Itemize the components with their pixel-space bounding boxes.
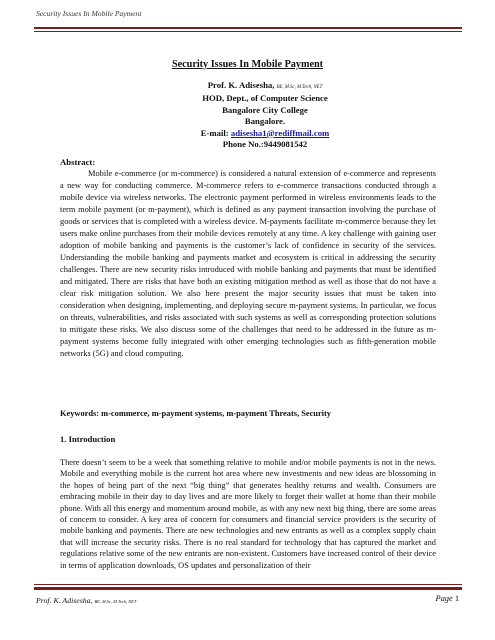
email-link[interactable]: adisesha1@rediffmail.com xyxy=(230,127,330,138)
footer-rule-thick xyxy=(34,587,462,590)
author-block xyxy=(150,80,380,150)
phone-line: Phone No.:9449081542 xyxy=(222,139,308,150)
running-header: Security Issues In Mobile Payment xyxy=(36,9,142,18)
abstract-text: Mobile e-commerce (or m-commerce) is considered a natural extension of e-commerce and represents a new way for conducting commerce. M-commerce refers to e-commerce transactions conducted through a mobile device via wireless networks. The electronic payment performed in wireless environments leads to the term mobile payment (or m-payment), which is defined as any payment transaction involving the purchase of goods or services that is completed with a wireless device. M-payments facilitate m-commerce because they let users make online purchases from their mobile devices remotely at any time. A key challenge with gaining user adoption of mobile banking and payments is the customer’s lack of confidence in security of the services. Understanding the mobile banking and payments market and ecosystem is critical in addressing the security challenges. There are new security risks introduced with mobile banking and payments that must be identified and mitigated. There are risks that have both an existing mitigation method as well as those that do not have a clear risk mitigation solution. We also here present the major security issues that must be taken into consideration when designing, implementing, and deploying secure m-payment systems. In particular, we focus on threats, vulnerabilities, and risks associated with such systems as well as corresponding protection solutions to mitigate these risks. We also discuss some of the challenges that need to be addressed in the future as m-payment systems become fully integrated with other emerging technologies such as fifth-generation mobile networks (5G) and cloud computing. xyxy=(60,169,436,358)
author-line xyxy=(150,80,380,93)
header-rule-thick xyxy=(34,27,462,29)
footer-rule-thin xyxy=(34,584,462,585)
header-rule-thin xyxy=(34,31,462,32)
page-number-value: 1 xyxy=(454,594,459,603)
email-label: E-mail: xyxy=(200,127,229,138)
introduction-heading: 1. Introduction xyxy=(60,434,116,444)
abstract-heading: Abstract: xyxy=(60,157,96,167)
page-number xyxy=(436,594,460,603)
page-label: Page xyxy=(435,594,453,603)
footer-author-name: Prof. K. Adisesha, xyxy=(36,596,93,605)
introduction-text: There doesn’t seem to be a week that something relative to mobile and/or mobile payments is not in the news. Mobile and everything mobile is the current hot area where new investments and new ideas are blossoming in the hopes of being part of the next “big thing” that generates healthy returns and wealth. Consumers are embracing mobile in their day to day lives and are more likely to forget their wallet at home than their mobile phone. With all this energy and momentum around mobile, as with any new next big thing, there are some areas of concern to consider. A key area of concern for consumers and financial service providers is the security of mobile banking and payments. There are new technologies and new entrants as well as a complex supply chain that will increase the security risks. There is no real standard for technology that has captured the market and regulations relative some of the new entrants are non-existent. Customers have increased control of their device in terms of application downloads, OS updates and personalization of their xyxy=(60,458,436,570)
email-line xyxy=(150,128,380,139)
affiliation-line-3: Bangalore. xyxy=(244,116,286,127)
author-qualifications: BE, M.Sc, M.Tech, NET xyxy=(276,85,323,90)
affiliation-line-2: Bangalore City College xyxy=(222,104,308,115)
keywords-line: Keywords: m-commerce, m-payment systems, m-payment Threats, Security xyxy=(60,409,331,418)
affiliation-line-1: HOD, Dept., of Computer Science xyxy=(202,93,328,104)
author-name: Prof. K. Adisesha, xyxy=(207,80,275,90)
footer-author-qualifications: BE, M.Sc, M.Tech, NET xyxy=(94,599,137,604)
footer-author xyxy=(36,596,136,605)
paper-title: Security Issues In Mobile Payment xyxy=(171,59,324,70)
